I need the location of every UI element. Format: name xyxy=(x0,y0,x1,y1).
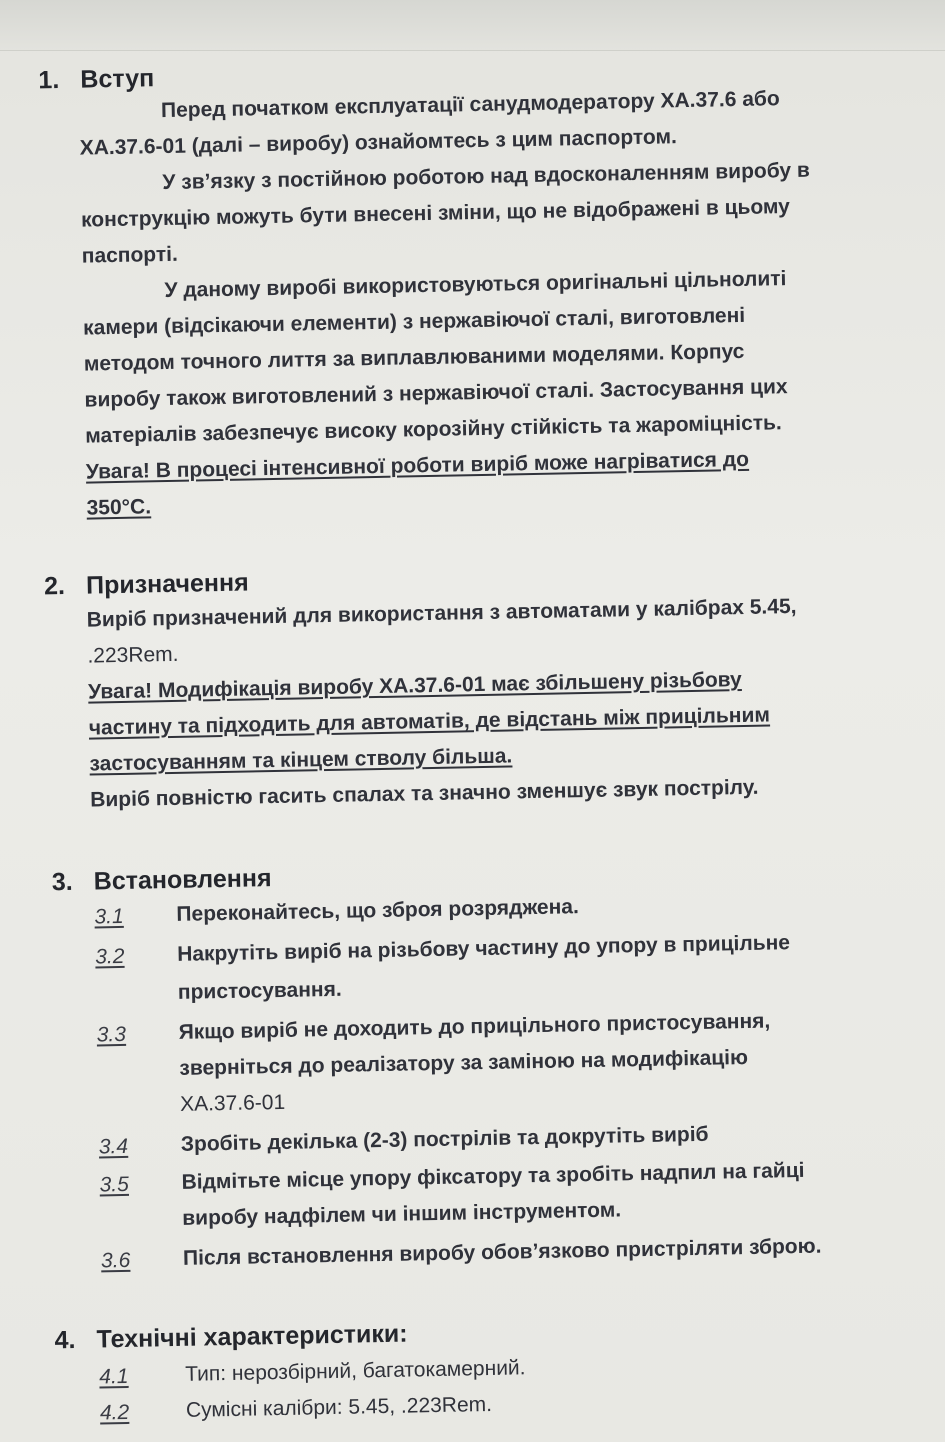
section-title-text: Призначення xyxy=(85,568,249,600)
item-text: Відмітьте місце упору фіксатору та зробіть надпил на гайці xyxy=(181,1158,805,1194)
intro-line: У зв’язку з постійною роботою над вдосконаленням виробу в xyxy=(162,158,811,195)
item-number: 4.1 xyxy=(99,1364,129,1389)
item-text: Зробіть декілька (2-3) пострілів та докрутіть виріб xyxy=(180,1122,709,1156)
item-number: 3.6 xyxy=(100,1248,131,1273)
purpose-line: Виріб призначений для використання з автоматами у калібрах 5.45, xyxy=(86,594,797,632)
item-text: ХА.37.6-01 xyxy=(179,1090,286,1116)
intro-line: конструкцію можуть бути внесені зміни, що не відображені в цьому xyxy=(80,195,791,232)
item-text: Тип: нерозбірний, багатокамерний. xyxy=(185,1356,526,1386)
intro-line: Перед початком експлуатації санудмодератору ХА.37.6 або xyxy=(160,87,780,123)
section-specs-title xyxy=(54,1320,408,1356)
purpose-warning-line: Увага! Модифікація виробу ХА.37.6-01 має збільшену різьбову xyxy=(87,668,742,704)
item-number: 3.5 xyxy=(99,1172,130,1197)
item-number: 3.3 xyxy=(96,1022,127,1047)
purpose-closing-line: Виріб повністю гасить спалах та значно зменшує звук пострілу. xyxy=(89,775,759,812)
item-number: 3.1 xyxy=(94,904,124,929)
section-title-text: Технічні характеристики: xyxy=(96,1319,408,1354)
item-text: Накрутіть виріб на різьбову частину до упору в прицільне xyxy=(176,931,791,966)
item-number: 4.2 xyxy=(99,1400,130,1425)
item-text: Якщо виріб не доходить до прицільного пристосування, xyxy=(178,1009,771,1044)
purpose-warning-line: частину та підходить для автоматів, де відстань між прицільним xyxy=(88,703,771,740)
intro-warning-line: 350°С. xyxy=(86,495,152,520)
item-text: виробу надфілем чи іншим інструментом. xyxy=(182,1198,622,1230)
intro-warning-line: Увага! В процесі інтенсивної роботи виріб може нагріватися до xyxy=(85,447,750,484)
page-top-edge xyxy=(0,0,945,51)
intro-line: У даному виробі використовуються оригінальні цільнолиті xyxy=(164,267,787,303)
section-installation-title xyxy=(52,864,272,897)
section-number: 2. xyxy=(43,572,66,601)
item-text: Після встановлення виробу обов’язково пристріляти зброю. xyxy=(182,1234,822,1270)
intro-line: методом точного лиття за виплавлюваними моделями. Корпус xyxy=(83,339,745,376)
section-title-text: Встановлення xyxy=(93,864,272,896)
item-text: Сумісні калібри: 5.45, .223Rem. xyxy=(185,1392,493,1422)
purpose-warning-line: застосуванням та кінцем стволу більша. xyxy=(89,744,513,776)
item-number: 3.2 xyxy=(95,944,125,969)
intro-line: паспорті. xyxy=(81,242,179,268)
intro-line: виробу також виготовлений з нержавіючої сталі. Застосування цих xyxy=(84,375,788,412)
intro-line: камери (відсікаючи елементи) з нержавіючої сталі, виготовлені xyxy=(82,303,746,340)
section-purpose-title xyxy=(44,568,249,601)
section-number: 4. xyxy=(54,1325,76,1355)
intro-line: ХА.37.6-01 (далі – виробу) ознайомтесь з цим паспортом. xyxy=(79,125,678,160)
section-number: 3. xyxy=(51,867,73,897)
section-intro-title xyxy=(38,64,154,95)
item-number: 3.4 xyxy=(98,1134,129,1159)
purpose-line: .223Rem. xyxy=(87,642,179,668)
item-text: пристосування. xyxy=(177,977,342,1004)
section-number: 1. xyxy=(38,66,60,95)
intro-line: матеріалів забезпечує високу корозійну стійкість та жароміцність. xyxy=(85,411,782,448)
item-text: Переконайтесь, що зброя розряджена. xyxy=(176,895,580,926)
section-title-text: Вступ xyxy=(80,64,155,94)
item-text: зверніться до реалізатору за заміною на модифікацію xyxy=(179,1045,749,1080)
